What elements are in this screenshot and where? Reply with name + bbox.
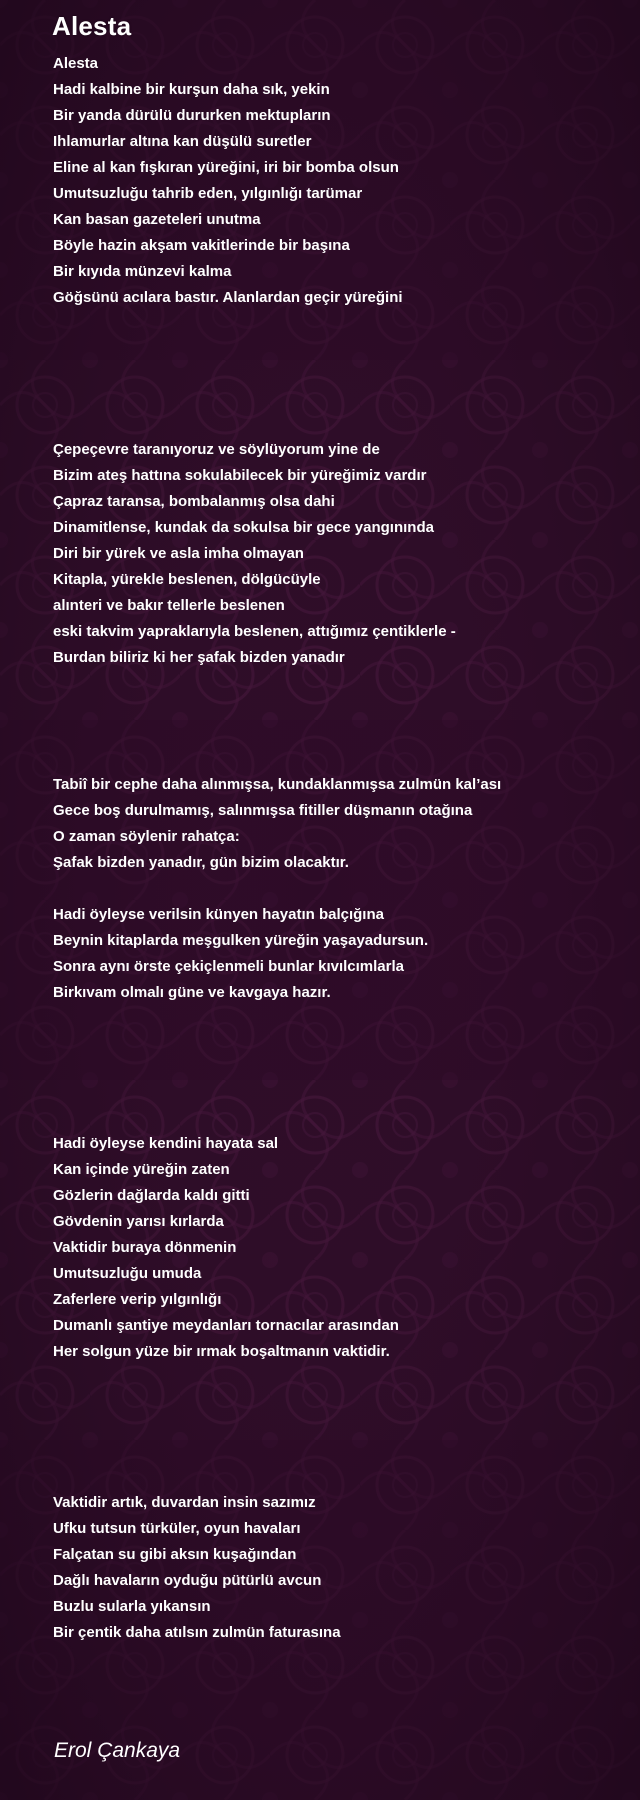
poem-line: Umutsuzluğu tahrib eden, yılgınlığı tarümar xyxy=(53,185,363,202)
stanza-break xyxy=(53,876,633,902)
poem-line: Beynin kitaplarda meşgulken yüreğin yaşayadursun. xyxy=(53,932,429,949)
poem-line: eski takvim yapraklarıyla beslenen, attığımız çentiklerle - xyxy=(53,623,456,640)
poem-line: Gözlerin dağlarda kaldı gitti xyxy=(53,1187,250,1204)
poem-line: Kan basan gazeteleri unutma xyxy=(53,211,261,228)
poem-line: Ufku tutsun türküler, oyun havaları xyxy=(53,1520,301,1537)
poem-line: Vaktidir buraya dönmenin xyxy=(53,1239,237,1256)
poem-line: Kitapla, yürekle beslenen, dölgücüyle xyxy=(53,571,321,588)
poem-line: Hadi öyleyse kendini hayata sal xyxy=(53,1135,279,1152)
poem-line: Bir yanda dürülü dururken mektupların xyxy=(53,107,331,124)
poem-line: Falçatan su gibi aksın kuşağından xyxy=(53,1546,297,1563)
poem-line: Kan içinde yüreğin zaten xyxy=(53,1161,230,1178)
poem-line: Tabiî bir cephe daha alınmışsa, kundaklanmışsa zulmün kal’ası xyxy=(53,776,502,793)
poem-line: Böyle hazin akşam vakitlerinde bir başına xyxy=(53,237,350,254)
stanza-5 xyxy=(53,1490,633,1646)
poem-line: Umutsuzluğu umuda xyxy=(53,1265,202,1282)
poem-line: Zaferlere verip yılgınlığı xyxy=(53,1291,222,1308)
poem-line: Bir kıyıda münzevi kalma xyxy=(53,263,232,280)
poem-line: Dinamitlense, kundak da sokulsa bir gece yangınında xyxy=(53,519,434,536)
poem-line: Gece boş durulmamış, salınmışsa fitiller düşmanın otağına xyxy=(53,802,473,819)
poem-line: Şafak bizden yanadır, gün bizim olacaktır. xyxy=(53,854,349,871)
poem-line: O zaman söylenir rahatça: xyxy=(53,828,240,845)
poem-line: alınteri ve bakır tellerle beslenen xyxy=(53,597,285,614)
poem-author: Erol Çankaya xyxy=(54,1739,181,1762)
poem-line: Diri bir yürek ve asla imha olmayan xyxy=(53,545,304,562)
poem-line: Bizim ateş hattına sokulabilecek bir yüreğimiz vardır xyxy=(53,467,427,484)
poem-line: Çepeçevre taranıyoruz ve söylüyorum yine de xyxy=(53,441,380,458)
poem-line: Vaktidir artık, duvardan insin sazımız xyxy=(53,1494,316,1511)
poem-line: Eline al kan fışkıran yüreğini, iri bir bomba olsun xyxy=(53,159,399,176)
poem-line: Gövdenin yarısı kırlarda xyxy=(53,1213,224,1230)
stanza-1 xyxy=(53,51,633,311)
stanza-2 xyxy=(53,437,633,671)
poem-line: Alesta xyxy=(53,55,99,72)
poem-line: Hadi kalbine bir kurşun daha sık, yekin xyxy=(53,81,330,98)
stanza-3 xyxy=(53,772,633,1006)
poem-line: Sonra aynı örste çekiçlenmeli bunlar kıvılcımlarla xyxy=(53,958,404,975)
poem-line: Buzlu sularla yıkansın xyxy=(53,1598,211,1615)
poem-line: Her solgun yüze bir ırmak boşaltmanın vaktidir. xyxy=(53,1343,390,1360)
poem-line: Bir çentik daha atılsın zulmün faturasına xyxy=(53,1624,341,1641)
poem-line: Göğsünü acılara bastır. Alanlardan geçir yüreğini xyxy=(53,289,403,306)
poem-line: Hadi öyleyse verilsin künyen hayatın balçığına xyxy=(53,906,384,923)
poem-line: Burdan biliriz ki her şafak bizden yanadır xyxy=(53,649,345,666)
poem-line: Dumanlı şantiye meydanları tornacılar arasından xyxy=(53,1317,399,1334)
poem-line: Dağlı havaların oyduğu pütürlü avcun xyxy=(53,1572,322,1589)
poem-line: Ihlamurlar altına kan düşülü suretler xyxy=(53,133,312,150)
poem-line: Birkıvam olmalı güne ve kavgaya hazır. xyxy=(53,984,331,1001)
poem-line: Çapraz taransa, bombalanmış olsa dahi xyxy=(53,493,335,510)
stanza-4 xyxy=(53,1131,633,1365)
poem-title: Alesta xyxy=(52,11,132,41)
